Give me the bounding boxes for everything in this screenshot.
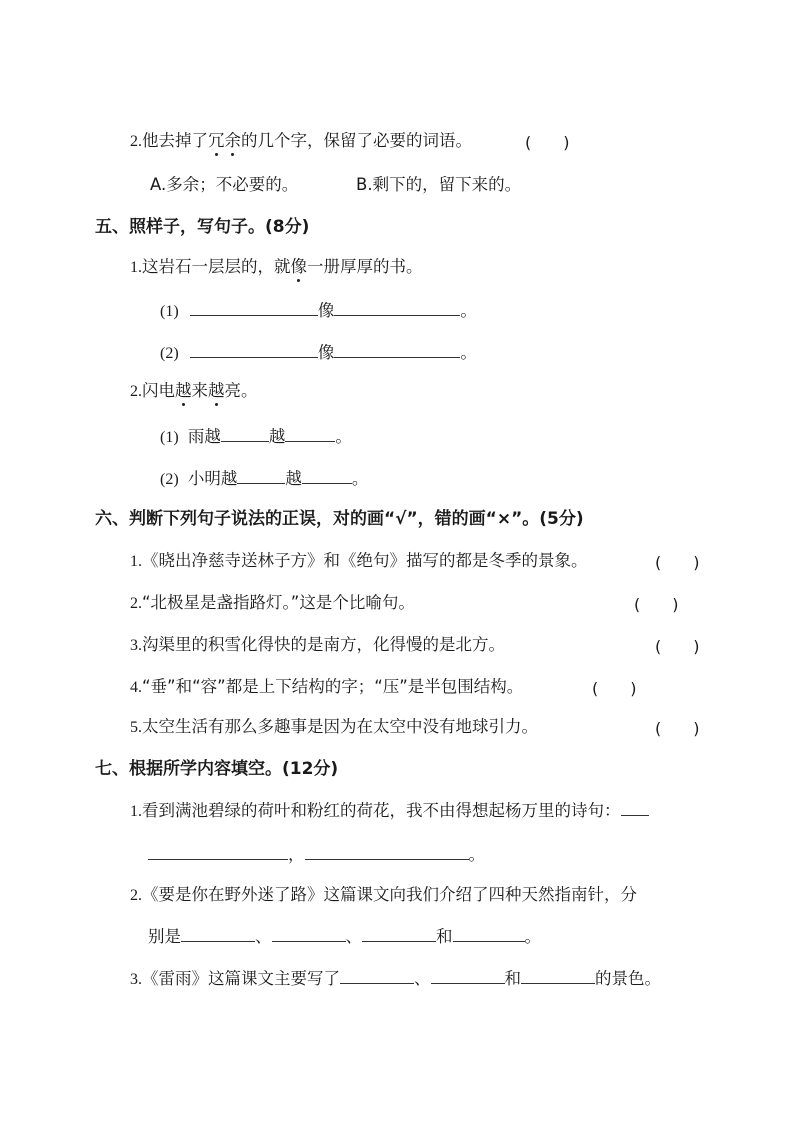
s5-q1-answer-2: [160, 342, 477, 365]
s7-q1-line2: [148, 844, 485, 866]
q4-item2-number: 2.: [130, 133, 142, 150]
s7-q2: [130, 884, 637, 907]
q4-item2-dotted-char-1: 冗: [208, 131, 225, 150]
q4-item2-dotted-char-2: 余: [224, 131, 241, 150]
fill-blank[interactable]: [334, 301, 460, 316]
fill-blank[interactable]: [190, 301, 318, 316]
s6-item-2: [130, 592, 415, 615]
fill-blank[interactable]: [237, 469, 285, 484]
s5-q2-answer-1: [160, 426, 352, 449]
s5-q1-answer-1: [160, 300, 477, 323]
s5-q2-dotted-char-2: 越: [208, 381, 225, 400]
s5-q2-dotted-char-1: 越: [175, 381, 192, 400]
s5-q2-answer-2-word: 越: [285, 469, 302, 488]
fill-blank[interactable]: [362, 927, 436, 942]
fill-blank[interactable]: [181, 927, 255, 942]
fill-blank[interactable]: [305, 845, 469, 860]
fill-blank[interactable]: [148, 845, 288, 860]
s7-q1-text: 看到满池碧绿的荷叶和粉红的荷花，我不由得想起杨万里的诗句：: [142, 801, 621, 820]
s5-q1-number: 1.: [130, 259, 142, 276]
s7-q2-line2-pre: 别是: [148, 927, 181, 946]
section7-title: 七、根据所学内容填空。(12分): [95, 759, 339, 779]
s5-q2-number: 2.: [130, 383, 142, 400]
s6-item-2-answer-paren[interactable]: ( ): [634, 595, 679, 614]
s7-q2-number: 2.: [130, 887, 142, 904]
s6-item-2-number: 2.: [130, 595, 142, 612]
s5-q1-answer-2-end: 。: [460, 343, 477, 362]
q4-option-b: B.剩下的，留下来的。: [356, 175, 522, 194]
fill-blank[interactable]: [272, 927, 346, 942]
s5-q2-answer-2-end: 。: [351, 469, 369, 488]
q4-item2-answer-paren[interactable]: ( ): [525, 133, 570, 152]
s6-item-5-number: 5.: [130, 719, 142, 736]
s6-item-3-text: 沟渠里的积雪化得快的是南方，化得慢的是北方。: [142, 635, 505, 654]
s7-q3-text-post: 的景色。: [595, 969, 661, 988]
s5-q2-text-mid: 来: [191, 381, 208, 400]
s5-q1-dotted-char: 像: [290, 257, 307, 276]
fill-blank[interactable]: [621, 801, 649, 816]
s6-item-5-answer-paren[interactable]: ( ): [655, 719, 700, 738]
fill-blank[interactable]: [221, 427, 269, 442]
fill-blank[interactable]: [334, 343, 460, 358]
s6-item-2-text: “北极星是盏指路灯。”这是个比喻句。: [142, 593, 415, 612]
s5-q1-answer-2-label: (2): [160, 345, 179, 362]
fill-blank[interactable]: [431, 969, 505, 984]
s7-q2-end: 。: [524, 927, 541, 946]
s6-item-1: [130, 550, 588, 573]
fill-blank[interactable]: [285, 427, 335, 442]
s5-q2-answer-1-label: (1): [160, 429, 179, 446]
s6-item-3-number: 3.: [130, 637, 142, 654]
q4-item2-text-pre: 他去掉了: [142, 131, 208, 150]
q4-item2: [130, 130, 472, 153]
s6-item-3: [130, 634, 505, 657]
s6-item-4-answer-paren[interactable]: ( ): [592, 679, 637, 698]
s7-q1-comma: ，: [288, 845, 305, 864]
section5-title: 五、照样子，写句子。(8分): [95, 217, 310, 237]
s5-q1-text-post: 一册厚厚的书。: [307, 257, 423, 276]
s5-q2-text-post: 亮。: [224, 381, 258, 400]
q4-item2-text-post: 的几个字，保留了必要的词语。: [241, 131, 472, 150]
s5-q1-answer-1-word: 像: [317, 301, 335, 320]
s5-q1-answer-2-word: 像: [317, 343, 335, 362]
fill-blank[interactable]: [453, 927, 525, 942]
s6-item-3-answer-paren[interactable]: ( ): [655, 637, 700, 656]
s7-q2-text: 《要是你在野外迷了路》这篇课文向我们介绍了四种天然指南针，分: [142, 885, 637, 904]
s7-q2-sep-2: 、: [345, 927, 362, 946]
s6-item-1-text: 《晓出净慈寺送林子方》和《绝句》描写的都是冬季的景象。: [142, 551, 588, 570]
s5-q1: [130, 256, 423, 279]
s5-q2-answer-2-subject: 小明越: [187, 469, 238, 488]
s6-item-1-answer-paren[interactable]: ( ): [655, 553, 700, 572]
s5-q2-answer-1-subject: 雨越: [187, 427, 221, 446]
fill-blank[interactable]: [302, 469, 352, 484]
s5-q2-answer-2: [160, 468, 368, 491]
s7-q2-and: 和: [436, 927, 453, 946]
s7-q2-line2: [148, 926, 541, 948]
s6-item-4-number: 4.: [130, 679, 142, 696]
s5-q2-text-pre: 闪电: [142, 381, 175, 400]
s6-item-5-text: 太空生活有那么多趣事是因为在太空中没有地球引力。: [142, 717, 538, 736]
s5-q1-answer-1-label: (1): [160, 303, 179, 320]
s6-item-4: [130, 676, 523, 699]
s7-q3-sep: 、: [414, 969, 431, 988]
s7-q3-text-pre: 《雷雨》这篇课文主要写了: [142, 969, 340, 988]
s5-q2: [130, 380, 258, 403]
s6-item-1-number: 1.: [130, 553, 142, 570]
s5-q1-text-pre: 这岩石一层层的，就: [142, 257, 291, 276]
s7-q3-and: 和: [504, 969, 521, 988]
s7-q1: [130, 800, 649, 823]
fill-blank[interactable]: [521, 969, 595, 984]
s7-q1-number: 1.: [130, 803, 142, 820]
s5-q2-answer-1-end: 。: [335, 427, 352, 446]
s7-q1-end: 。: [468, 845, 485, 864]
s6-item-5: [130, 716, 538, 739]
s5-q1-answer-1-end: 。: [460, 301, 477, 320]
s5-q2-answer-2-label: (2): [160, 471, 179, 488]
s6-item-4-text: “垂”和“容”都是上下结构的字；“压”是半包围结构。: [142, 677, 524, 696]
s5-q2-answer-1-word: 越: [268, 427, 286, 446]
fill-blank[interactable]: [190, 343, 318, 358]
s7-q3: [130, 968, 661, 991]
s7-q2-sep-1: 、: [255, 927, 272, 946]
s7-q3-number: 3.: [130, 971, 142, 988]
section6-title: 六、判断下列句子说法的正误，对的画“√”，错的画“×”。(5分): [95, 509, 584, 529]
fill-blank[interactable]: [340, 969, 414, 984]
q4-option-a: A.多余；不必要的。: [150, 175, 299, 194]
